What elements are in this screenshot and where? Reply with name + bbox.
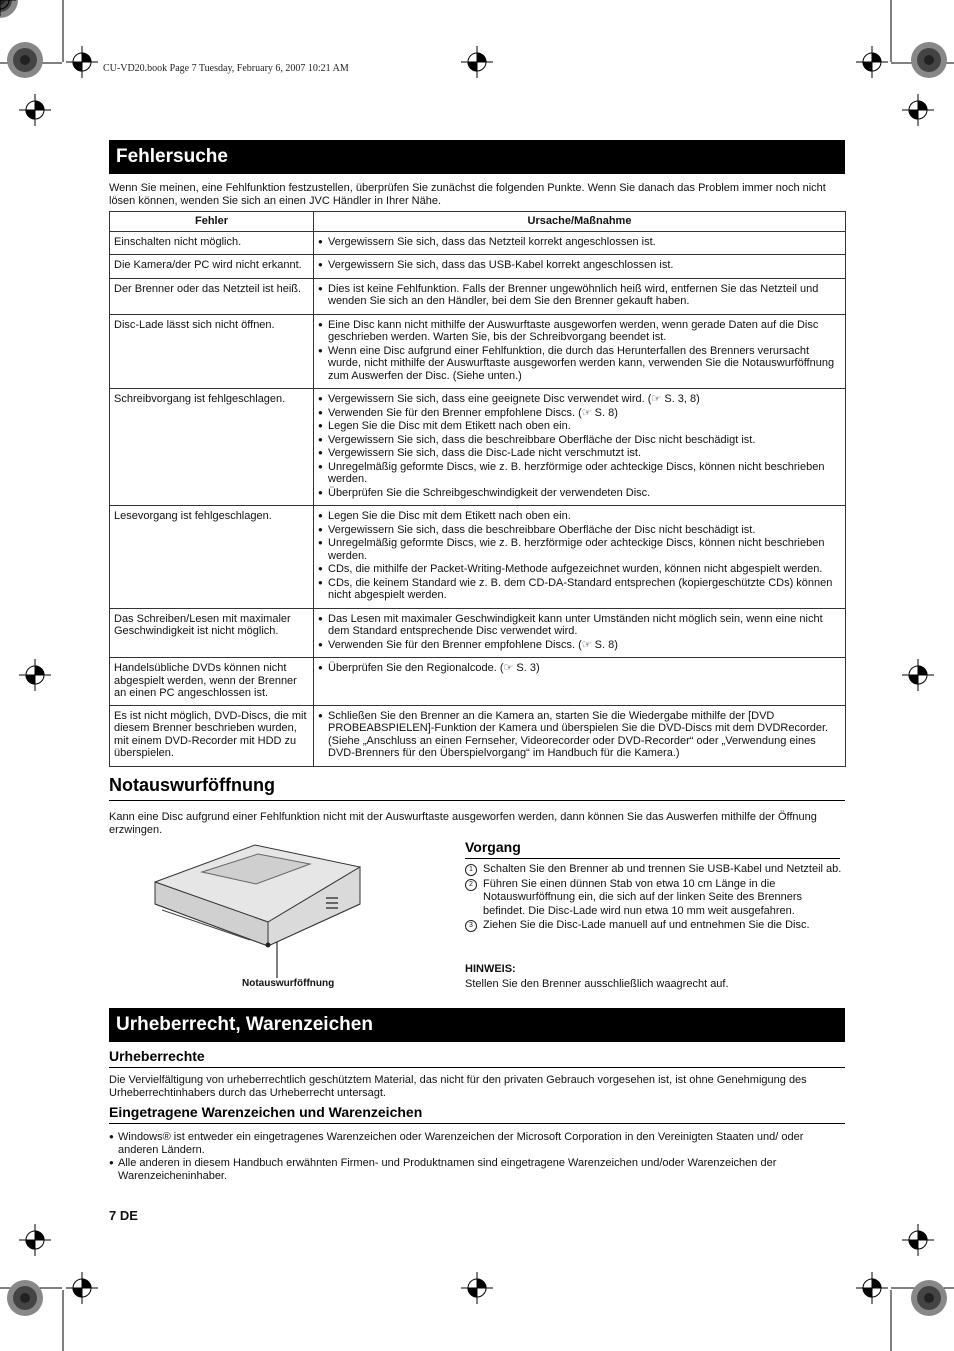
- ursache-item: ● Verwenden Sie für den Brenner empfohlene Discs. (☞ S. 8): [318, 407, 841, 420]
- ursache-list: [318, 510, 841, 602]
- notauswurf-intro: Kann eine Disc aufgrund einer Fehlfunktion nicht mit der Auswurftaste ausgeworfen werden, dann können Sie das Auswerfen mithilfe der Öffnung erzwingen.: [109, 811, 817, 836]
- ursache-list: [318, 613, 841, 652]
- table-row: [110, 231, 846, 255]
- fehler-cell: Das Schreiben/Lesen mit maximaler Geschwindigkeit ist nicht möglich.: [110, 608, 314, 658]
- notauswurf-heading: Notauswurföffnung: [109, 775, 845, 801]
- fehler-cell: Die Kamera/der PC wird nicht erkannt.: [110, 255, 314, 279]
- warenzeichen-heading: Eingetragene Warenzeichen und Warenzeichen: [109, 1104, 845, 1124]
- table-row: [110, 314, 846, 389]
- column-header-fehler: Fehler: [110, 212, 314, 232]
- ursache-cell: [314, 231, 846, 255]
- ursache-item: ● Das Lesen mit maximaler Geschwindigkeit kann unter Umständen nicht möglich sein, wenn eine nicht dem Standard entsprechende Disc verwendet wird.: [318, 613, 841, 638]
- ursache-item: ● CDs, die mithilfe der Packet-Writing-Methode aufgezeichnet wurden, können nicht abgespielt werden.: [318, 563, 841, 576]
- page-number: 7 DE: [109, 1208, 138, 1223]
- ursache-item: ● Schließen Sie den Brenner an die Kamera an, starten Sie die Wiedergabe mithilfe der [DVD PROBEABSPIELEN]-Funktion der Kamera und überspielen Sie die DVD-Discs mit dem DVDRecorder. (Siehe „Anschluss an einen Fernseher, Videorecorder oder DVD-Recorder“ oder „Verwendung eines DVD-Brenners für den Überspielvorgang“ im Handbuch für die Kamera.): [318, 710, 841, 760]
- ursache-item: ● Wenn eine Disc aufgrund einer Fehlfunktion, die durch das Herunterfallen des Brenners verursacht wurde, nicht mithilfe der Auswurftaste ausgeworfen werden kann, verwenden Sie die Notauswurföffnung zum Auswerfen der Disc. (Siehe unten.): [318, 345, 841, 383]
- ursache-item: ● Vergewissern Sie sich, dass die beschreibbare Oberfläche der Disc nicht beschädigt ist.: [318, 524, 841, 537]
- urheberrechte-text: Die Vervielfältigung von urheberrechtlich geschütztem Material, das nicht für den privaten Gebrauch vorgesehen ist, ist ohne Genehmigung des Urheberrechtinhabers durch das Urheberrecht untersagt.: [109, 1074, 807, 1099]
- table-row: [110, 278, 846, 314]
- step-text: Schalten Sie den Brenner ab und trennen Sie USB-Kabel und Netzteil ab.: [483, 863, 842, 875]
- figure-caption-notauswurf: Notauswurföffnung: [242, 978, 335, 989]
- ursache-item: ● Vergewissern Sie sich, dass die Disc-Lade nicht verschmutzt ist.: [318, 447, 841, 460]
- table-header-row: [110, 212, 846, 232]
- fehler-cell: Handelsübliche DVDs können nicht abgespielt werden, wenn der Brenner an einen PC angeschlossen ist.: [110, 658, 314, 706]
- ursache-cell: [314, 705, 846, 766]
- ursache-cell: [314, 314, 846, 389]
- ursache-item: ● Unregelmäßig geformte Discs, wie z. B. herzförmige oder achteckige Discs, können nicht beschrieben werden.: [318, 461, 841, 486]
- warenzeichen-list: [109, 1131, 845, 1183]
- ursache-list: [318, 259, 841, 272]
- section-title-urheberrecht: Urheberrecht, Warenzeichen: [109, 1008, 845, 1042]
- ursache-cell: [314, 255, 846, 279]
- step-number-icon: 3: [465, 920, 477, 932]
- table-row: [110, 506, 846, 609]
- vorgang-step: [465, 919, 845, 933]
- ursache-item: ● Legen Sie die Disc mit dem Etikett nach oben ein.: [318, 420, 841, 433]
- step-number-icon: 2: [465, 879, 477, 891]
- hinweis-text: Stellen Sie den Brenner ausschließlich waagrecht auf.: [465, 978, 729, 990]
- ursache-item: ● Überprüfen Sie den Regionalcode. (☞ S. 3): [318, 662, 841, 675]
- ursache-item: ● Vergewissern Sie sich, dass eine geeignete Disc verwendet wird. (☞ S. 3, 8): [318, 393, 841, 406]
- section-title-fehlersuche: Fehlersuche: [109, 140, 845, 174]
- ursache-cell: [314, 506, 846, 609]
- ursache-item: ● Vergewissern Sie sich, dass die beschreibbare Oberfläche der Disc nicht beschädigt ist.: [318, 434, 841, 447]
- table-row: [110, 705, 846, 766]
- ursache-list: [318, 662, 841, 675]
- urheberrechte-heading: Urheberrechte: [109, 1048, 845, 1068]
- ursache-cell: [314, 389, 846, 506]
- ursache-cell: [314, 278, 846, 314]
- fehler-cell: Disc-Lade lässt sich nicht öffnen.: [110, 314, 314, 389]
- fehlersuche-intro: Wenn Sie meinen, eine Fehlfunktion festzustellen, überprüfen Sie zunächst die folgenden Punkte. Wenn Sie danach das Problem immer noch nicht lösen können, wenden Sie sich an einen JVC Händler in Ihrer Nähe.: [109, 182, 826, 207]
- warenzeichen-item: ● Alle anderen in diesem Handbuch erwähnten Firmen- und Produktnamen sind eingetragene Warenzeichen und/oder Warenzeichen der Warenzeicheninhaber.: [109, 1157, 845, 1182]
- vorgang-steps: [465, 863, 845, 934]
- fehler-cell: Einschalten nicht möglich.: [110, 231, 314, 255]
- hinweis-label: HINWEIS:: [465, 963, 516, 975]
- ursache-list: [318, 393, 841, 499]
- ursache-list: [318, 236, 841, 249]
- table-row: [110, 658, 846, 706]
- step-number-icon: 1: [465, 864, 477, 876]
- troubleshooting-table: [109, 211, 846, 767]
- ursache-list: [318, 283, 841, 308]
- ursache-cell: [314, 658, 846, 706]
- ursache-list: [318, 319, 841, 383]
- ursache-item: ● Vergewissern Sie sich, dass das Netzteil korrekt angeschlossen ist.: [318, 236, 841, 249]
- step-text: Ziehen Sie die Disc-Lade manuell auf und entnehmen Sie die Disc.: [483, 919, 810, 931]
- warenzeichen-item: ● Windows® ist entweder ein eingetragenes Warenzeichen oder Warenzeichen der Microsoft Corporation in den Vereinigten Staaten und/ oder anderen Ländern.: [109, 1131, 845, 1156]
- fehler-cell: Schreibvorgang ist fehlgeschlagen.: [110, 389, 314, 506]
- vorgang-step: [465, 863, 845, 877]
- file-header-line: CU-VD20.book Page 7 Tuesday, February 6, 2007 10:21 AM: [103, 63, 349, 74]
- vorgang-heading: Vorgang: [465, 839, 840, 859]
- table-row: [110, 255, 846, 279]
- ursache-cell: [314, 608, 846, 658]
- ursache-item: ● Eine Disc kann nicht mithilfe der Auswurftaste ausgeworfen werden, wenn gerade Daten auf die Disc geschrieben werden. Warten Sie, bis der Schreibvorgang beendet ist.: [318, 319, 841, 344]
- column-header-ursache: Ursache/Maßnahme: [314, 212, 846, 232]
- fehler-cell: Lesevorgang ist fehlgeschlagen.: [110, 506, 314, 609]
- ursache-item: ● Verwenden Sie für den Brenner empfohlene Discs. (☞ S. 8): [318, 639, 841, 652]
- step-text: Führen Sie einen dünnen Stab von etwa 10 cm Länge in die Notauswurföffnung ein, die sich auf der linken Seite des Brenners befindet. Die Disc-Lade wird nun etwa 10 mm weit ausgefahren.: [483, 877, 802, 917]
- ursache-item: ● Überprüfen Sie die Schreibgeschwindigkeit der verwendeten Disc.: [318, 487, 841, 500]
- ursache-item: ● Dies ist keine Fehlfunktion. Falls der Brenner ungewöhnlich heiß wird, entfernen Sie das Netzteil und wenden Sie sich an den Händler, bei dem Sie den Brenner gekauft haben.: [318, 283, 841, 308]
- ursache-item: ● CDs, die keinem Standard wie z. B. dem CD-DA-Standard entsprechen (kopiergeschützte CDs) können nicht abgespielt werden.: [318, 577, 841, 602]
- ursache-item: ● Unregelmäßig geformte Discs, wie z. B. herzförmige oder achteckige Discs, können nicht beschrieben werden.: [318, 537, 841, 562]
- fehler-cell: Der Brenner oder das Netzteil ist heiß.: [110, 278, 314, 314]
- ursache-list: [318, 710, 841, 760]
- burner-illustration: [150, 842, 365, 980]
- ursache-item: ● Vergewissern Sie sich, dass das USB-Kabel korrekt angeschlossen ist.: [318, 259, 841, 272]
- table-row: [110, 389, 846, 506]
- fehler-cell: Es ist nicht möglich, DVD-Discs, die mit diesem Brenner beschrieben wurden, mit einem DVD-Recorder mit HDD zu überspielen.: [110, 705, 314, 766]
- ursache-item: ● Legen Sie die Disc mit dem Etikett nach oben ein.: [318, 510, 841, 523]
- vorgang-step: [465, 878, 845, 919]
- table-row: [110, 608, 846, 658]
